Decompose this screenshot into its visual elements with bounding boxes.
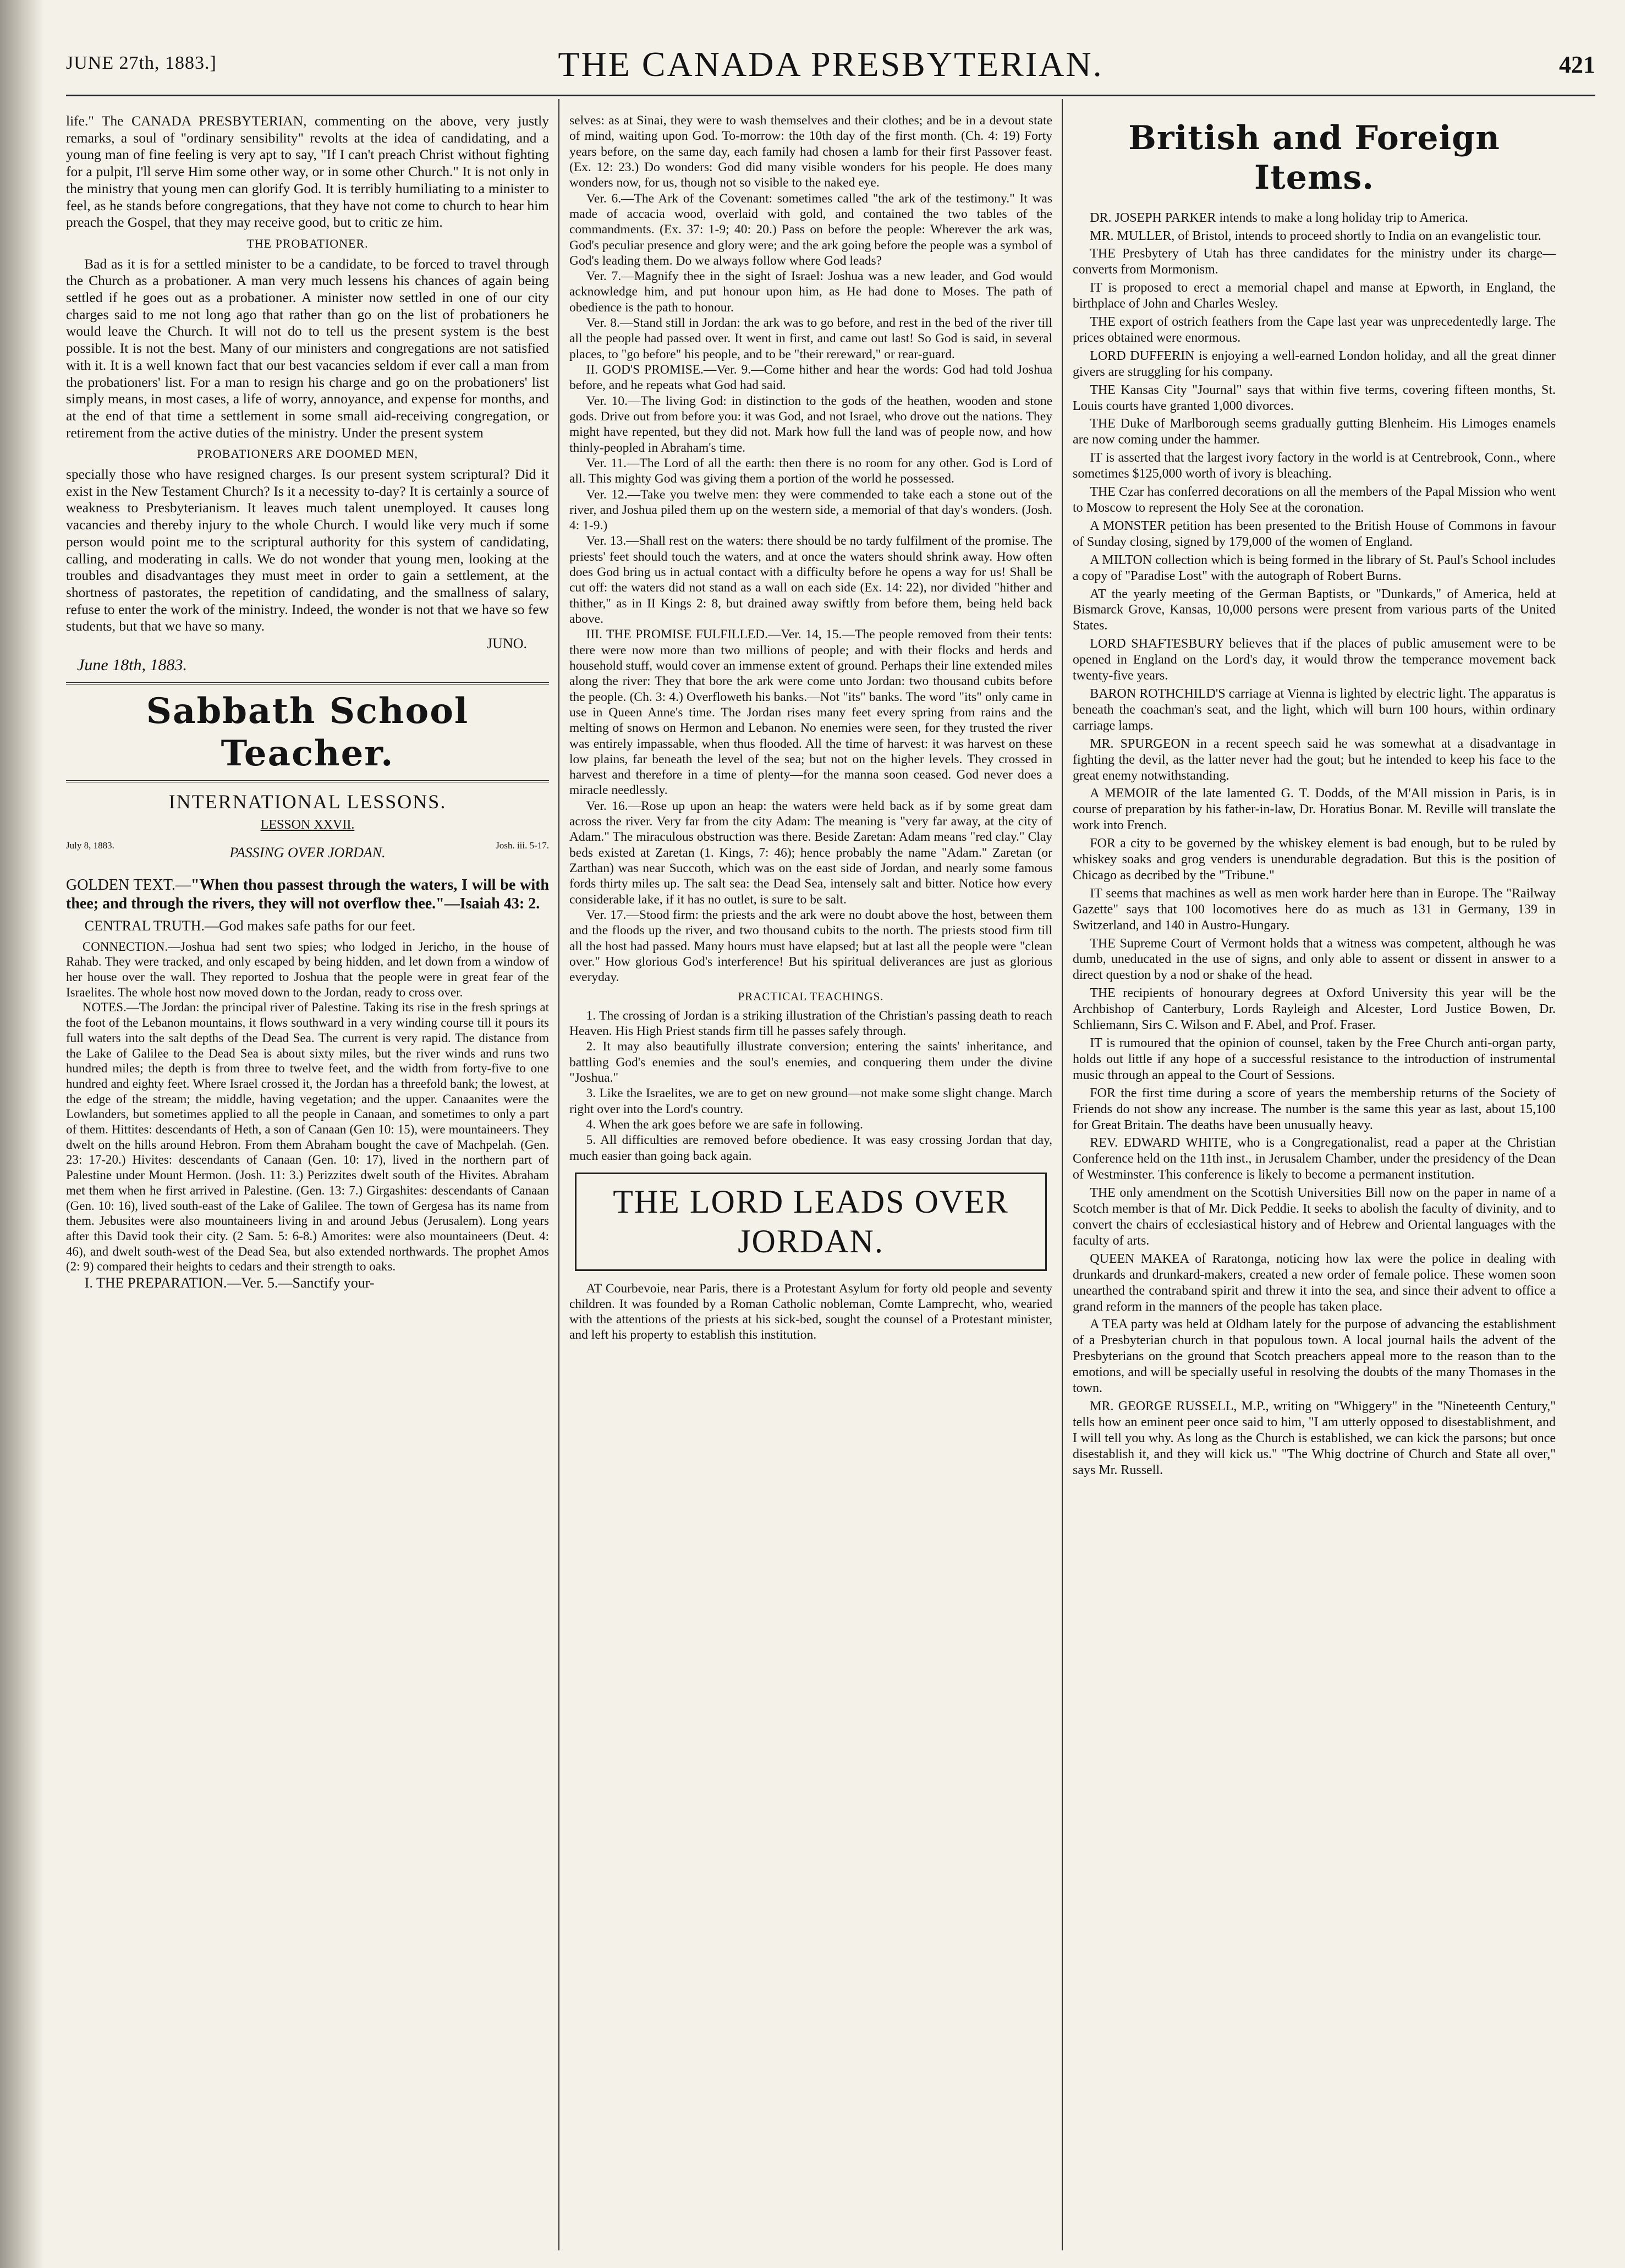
article-paragraph: AT Courbevoie, near Paris, there is a Protestant Asylum for forty old people and seventy children. It was founded by a Roman Catholic nobleman, Comte Lamprecht, who, wearied with the attentions of the priests at his sick-bed, sought the counsel of a Protestant minister, and left his property to establish this institution.: [569, 1281, 1052, 1343]
news-item: AT the yearly meeting of the German Baptists, or "Dunkards," of America, held at Bismarck Grove, Kansas, 10,000 persons were present from various parts of the United States.: [1073, 587, 1556, 633]
teaching-item: 2. It may also beautifully illustrate conversion; entering the saints' inheritance, and battling God's enemies and the soul's enemies, and conquering them under the divine "Joshua.": [569, 1039, 1052, 1086]
practical-heading: PRACTICAL TEACHINGS.: [738, 989, 884, 1003]
lesson-paragraph: Ver. 11.—The Lord of all the earth: then there is no room for any other. God is Lord of all. This mighty God was giving them a portion of the world he possessed.: [569, 456, 1052, 486]
news-item: THE Czar has conferred decorations on all the members of the Papal Mission who went to Moscow to represent the Holy See at the coronation.: [1073, 485, 1556, 515]
central-body: God makes safe paths for our feet.: [218, 918, 416, 934]
connection-paragraph: CONNECTION.—Joshua had sent two spies; who lodged in Jericho, in the house of Rahab. They were tracked, and only escaped by being hidden, and let down from a window of her house over the wall. They reported to Joshua that the people were in great fear of the Israelites. The whole host now moved down to the Jordan, ready to cross over.: [66, 939, 549, 999]
lesson-reference: Josh. iii. 5-17.: [496, 840, 549, 851]
page-header: [66, 33, 1595, 94]
column-2: [569, 113, 1052, 2242]
lesson-date: July 8, 1883.: [66, 840, 114, 851]
notes-paragraph: NOTES.—The Jordan: the principal river of Palestine. Taking its rise in the fresh springs at the foot of the Lebanon mountains, it flows southward in a very winding course till it pours its full waters into the salt depths of the Dead Sea. The current is very rapid. The distance from the Lake of Galilee to the Dead Sea is about sixty miles, but the river winds and runs two hundred miles; the depth is from three to twelve feet, and the width from forty-five to one hundred and eighty feet. Where Israel crossed it, the Jordan has a threefold bank; the lowest, at the edge of the stream; the middle, having vegetation; and the upper. Canaanites were the Lowlanders, but sometimes applied to all the people in Canaan, and sometimes to only a part of them. Hittites: descendants of Heth, a son of Canaan (Gen 10: 15), were mountaineers. They dwelt on the hills around Hebron. From them Abraham bought the cave of Machpelah. (Gen. 23: 17-20.) Hivites: descendants of Canaan (Gen. 10: 17), lived in the northern part of Palestine under Mount Hermon. (Josh. 11: 3.) Perizzites dwelt south of the Hivites. Abraham met them when he first arrived in Palestine. (Gen. 13: 7.) Girgashites: descendants of Canaan (Gen. 10: 16), lived south-east of the Lake of Galilee. The town of Gergesa has its name from them. Jebusites were also mountaineers living in and around Jebus (Jerusalem). Long years after this David took their city. (2 Sam. 5: 6-8.) Amorites: were also mountaineers (Deut. 4: 46), and dwelt south-west of the Dead Sea, but also extended northwards. The prophet Amos (2: 9) compared their heights to cedars and their strength to oaks.: [66, 1000, 549, 1274]
lessons-title: INTERNATIONAL LESSONS.: [168, 790, 447, 813]
news-item: THE Kansas City "Journal" says that within five terms, covering fifteen months, St. Louis courts have granted 1,000 divorces.: [1073, 382, 1556, 413]
news-item: THE only amendment on the Scottish Universities Bill now on the paper in name of a Scotch member is that of Mr. Dick Peddie. It seeks to abolish the faculty of divinity, and to convert the chairs of ecclesiastical history and of Hebrew and Oriental languages with the faculty of arts.: [1073, 1186, 1556, 1248]
news-item: THE Presbytery of Utah has three candidates for the ministry under its charge—converts from Mormonism.: [1073, 246, 1556, 277]
news-item: A MILTON collection which is being formed in the library of St. Paul's School includes a copy of "Paradise Lost" with the autograph of Robert Burns.: [1073, 552, 1556, 583]
lesson-paragraph: III. THE PROMISE FULFILLED.—Ver. 14, 15.—The people removed from their tents: there were now more than two millions of people; and with their flocks and herds and household stuff, would cover an immense extent of ground. Perhaps their line extended miles along the river: They that bore the ark were come unto Jordan: two thousand cubits before the people. (Ch. 3: 4.) Overfloweth his banks.—Not "its" banks. The word "its" only came in use in Queen Anne's time. The Jordan rises many feet every spring from rains and the melting of snows on Hermon and Lebanon. No enemies were seen, for they trusted the river was entirely impassable, when thus flooded. All the time of harvest: it was harvest on these low plains, far beneath the level of the sea; but not on the higher levels. They crossed in harvest and therefore in a time of plenty—for the manna soon ceased. God never does a miracle needlessly.: [569, 627, 1052, 798]
subheading-doomed: PROBATIONERS ARE DOOMED MEN,: [196, 447, 419, 461]
news-item: REV. EDWARD WHITE, who is a Congregationalist, read a paper at the Christian Conference held on the 11th inst., in Jerusalem Chamber, under the presidency of the Dean of Westminster. This conference is likely to become a permanent institution.: [1073, 1136, 1556, 1182]
dateline: June 18th, 1883.: [77, 656, 187, 675]
header-rule: [66, 95, 1595, 96]
boxed-title: THE LORD LEADS OVER JORDAN.: [575, 1173, 1047, 1271]
column-rule-2: [1062, 99, 1063, 2250]
news-item: DR. JOSEPH PARKER intends to make a long holiday trip to America.: [1090, 210, 1468, 225]
news-item: IT is rumoured that the opinion of counsel, taken by the Free Church anti-organ party, holds out little if any hope of a successful resistance to the introduction of instrumental music through an appeal to the Court of Sessions.: [1073, 1036, 1556, 1082]
news-item: THE Duke of Marlborough seems gradually gutting Blenheim. His Limoges enamels are now coming under the hammer.: [1073, 417, 1556, 447]
lesson-paragraph: Ver. 12.—Take you twelve men: they were commended to take each a stone out of the river, and Joshua piled them up on the western side, a memorial of that day's wonders. (Josh. 4: 1-9.): [569, 487, 1052, 533]
lesson-paragraph: Ver. 6.—The Ark of the Covenant: sometimes called "the ark of the testimony." It was made of accacia wood, overlaid with gold, and contained the two tables of the commandments. (Ex. 37: 1-9; 40: 20.) Pass on before the people: Wherever the ark was, God's peculiar presence and glory were; and the ark going before the people was a symbol of God's leading them. Do we always follow where God leads?: [569, 191, 1052, 268]
news-item: FOR a city to be governed by the whiskey element is bad enough, but to be ruled by whiskey soaks and grog venders is unendurable degradation. But this is the position of Chicago as decribed by the "Tribune.": [1073, 836, 1556, 883]
column-3: [1073, 113, 1556, 2242]
lesson-paragraph: Ver. 8.—Stand still in Jordan: the ark was to go before, and rest in the bed of the river till all the people had passed over. It went in first, and came out last! So God is said, in several places, to "go before" his people, and to be "their rereward," or rear-guard.: [569, 316, 1052, 361]
central-label: CENTRAL TRUTH.—: [84, 918, 219, 934]
column-rule-1: [558, 99, 559, 2250]
news-item: MR. MULLER, of Bristol, intends to proceed shortly to India on an evangelistic tour.: [1090, 228, 1541, 243]
teaching-item: 3. Like the Israelites, we are to get on new ground—not make some slight change. March right over into the Lord's country.: [569, 1086, 1052, 1116]
golden-label: GOLDEN TEXT.—: [66, 876, 191, 894]
article-paragraph: Bad as it is for a settled minister to be a candidate, to be forced to travel through the Church as a probationer. A man very much lessens his chances of again being settled if he goes out as a probationer. A minister now settled in one of our city charges said to me not long ago that rather than go on the list of probationers he would leave the Church. It will not do to tell us the present system is the best possible. It is not the best. Many of our ministers and congregations are not satisfied with it. It is a well known fact that our best vacancies seldom if ever call a man from the probationers' list. For a man to resign his charge and go on the probationers' list simply means, in most cases, a life of worry, annoyance, and expense for months, and at the end of that time a settlement in some small aid-receiving congregation, or retirement from the active duties of the ministry. Under the present system: [66, 255, 549, 441]
news-item: THE recipients of honourary degrees at Oxford University this year will be the Archbishop of Canterbury, Lords Rayleigh and Alcester, Lord Justice Bowen, Dr. Schliemann, Sirs C. Wilson and F. Abel, and Prof. Fraser.: [1073, 986, 1556, 1033]
news-item: IT is asserted that the largest ivory factory in the world is at Centrebrook, Conn., where sometimes $125,000 worth of ivory is bleaching.: [1073, 451, 1556, 481]
lesson-number: LESSON XXVII.: [260, 818, 355, 832]
news-item: QUEEN MAKEA of Raratonga, noticing how lax were the police in dealing with drunkards and drunkard-makers, created a new order of female police. These women soon unearthed the contraband spirit and threw it into the sea, and since their advent to office a grand reform in the manners of the people has taken place.: [1073, 1251, 1556, 1314]
preparation-line: I. THE PREPARATION.—Ver. 5.—Sanctify your-: [84, 1275, 375, 1291]
subheading-probationer: THE PROBATIONER.: [246, 237, 369, 251]
news-item: LORD DUFFERIN is enjoying a well-earned London holiday, and all the great dinner givers are struggling for his company.: [1073, 348, 1556, 379]
teaching-item: 5. All difficulties are removed before obedience. It was easy crossing Jordan that day, much easier than going back again.: [569, 1133, 1052, 1163]
news-item: FOR the first time during a score of years the membership returns of the Society of Friends do not show any increase. The number is the same this year as last, about 15,100 for Great Britain. The deaths have been unusually heavy.: [1073, 1086, 1556, 1132]
news-item: A TEA party was held at Oldham lately for the purpose of advancing the establishment of a Presbyterian church in that populous town. A local journal hails the advent of the Presbyterians on the ground that Scotch preachers appeal more to the reason than to the emotions, and will be specially useful in resolving the doubts of the many Thomases in the town.: [1073, 1317, 1556, 1396]
lesson-paragraph: Ver. 7.—Magnify thee in the sight of Israel: Joshua was a new leader, and God would acknowledge him, and put honour upon him, as He had done to Moses. The path of obedience is the path to honour.: [569, 269, 1052, 315]
news-item: MR. GEORGE RUSSELL, M.P., writing on "Whiggery" in the "Nineteenth Century," tells how an eminent peer once said to him, "I am utterly opposed to disestablishment, and I will tell you why. As long as the Church is established, we can kick the parsons; but once disestablish it, and they will kick us." "The Whig doctrine of Church and State all over," says Mr. Russell.: [1073, 1399, 1556, 1477]
masthead-title: THE CANADA PRESBYTERIAN.: [558, 45, 1104, 84]
lesson-name: PASSING OVER JORDAN.: [229, 845, 386, 861]
article-paragraph: specially those who have resigned charges. Is our present system scriptural? Did it exist in the New Testament Church? Is it a necessity to-day? It is certainly a source of weakness to Presbyterianism. It leaves much talent unemployed. It causes long vacancies and thereby injury to the whole Church. I would like very much if some person would point me to the scriptural authority for this system of candidating, calling, and moderating in calls. We do not wonder that young men, looking at the troubles and disadvantages they must meet in order to gain a settlement, at the shortness of pastorates, the repetition of candidating, and the smallness of salary, refuse to enter the work of the ministry. Indeed, the wonder is not that we have so few students, but that we have so many.: [66, 465, 549, 634]
news-item: MR. SPURGEON in a recent speech said he was somewhat at a disadvantage in fighting the devil, as the latter never had the gout; but he intended to keep his face to the great enemy notwithstanding.: [1073, 736, 1556, 783]
lesson-paragraph: Ver. 17.—Stood firm: the priests and the ark were no doubt above the host, between them and the floods up the river, and two thousand cubits to the north. The priests stood firm till all the host had passed. Many hours must have elapsed; but at last all the people were "clean over." How glorious God's interference! But his spiritual deliverances are just as glorious everyday.: [569, 907, 1052, 985]
teaching-item: 1. The crossing of Jordan is a striking illustration of the Christian's passing death to reach Heaven. His High Priest stands firm till he passes safely through.: [569, 1008, 1052, 1039]
column-1: [66, 113, 549, 2242]
signature: JUNO.: [487, 636, 527, 652]
lesson-paragraph: selves: as at Sinai, they were to wash themselves and their clothes; and be in a devout state of mind, waiting upon God. To-morrow: the 10th day of the first month. (Ch. 4: 19) Forty years before, on the same day, each family had chosen a lamb for their first Passover feast. (Ex. 12: 23.) Do wonders: God did many visible wonders for his people. He does many wonders now, for us, though not so visible to the naked eye.: [569, 113, 1052, 190]
golden-body: "When thou passest through the waters, I will be with thee; and through the rivers, they will not overflow thee."—Isaiah 43: 2.: [66, 876, 549, 912]
lesson-paragraph: II. GOD'S PROMISE.—Ver. 9.—Come hither and hear the words: God had told Joshua before, and he repeats what God had said.: [569, 363, 1052, 393]
golden-text: [66, 876, 549, 913]
news-item: A MONSTER petition has been presented to the British House of Commons in favour of Sunday closing, signed by 179,000 of the women of England.: [1073, 518, 1556, 549]
news-item: THE export of ostrich feathers from the Cape last year was unprecedentedly large. The prices obtained were enormous.: [1073, 315, 1556, 345]
news-item: LORD SHAFTESBURY believes that if the places of public amusement were to be opened in England on the Lord's day, it would throw the temperance movement back twenty-five years.: [1073, 637, 1556, 683]
lesson-paragraph: Ver. 10.—The living God: in distinction to the gods of the heathen, wooden and stone gods. Drive out from before you: it was God, and not Israel, who drove out the nations. They might have repented, but they did not. Mark how full the land was of people now, and how thinly-peopled in Abraham's time.: [569, 393, 1052, 455]
lesson-line: [66, 839, 549, 870]
article-paragraph: life." The CANADA PRESBYTERIAN, commenting on the above, very justly remarks, a soul of "ordinary sensibility" revolts at the idea of candidating, and a young man of fine feeling is very apt to say, "If I can't preach Christ without fighting for a pulpit, I'll serve Him some other way, or in some other Church." It is not only in the ministry that young men can glorify God. It is terribly humiliating to a minister to feel, as he stands before congregations, that they have not come to church to hear him preach the Gospel, that they may receive good, but to critic ze him.: [66, 113, 549, 231]
lesson-paragraph: Ver. 13.—Shall rest on the waters: there should be no tardy fulfilment of the promise. The priests' feet should touch the waters, and at once the waters should shrink away. How often does God bring us in actual contact with a difficulty before he opens a way for us! Shall be cut off: the waters did not stand as a wall on each side (Ex. 14: 22), nor divided "hither and thither," as in II Kings 2: 8, but drained away swiftly from before them, being held back above.: [569, 534, 1052, 626]
page-number: 421: [1559, 51, 1595, 78]
news-item: A MEMOIR of the late lamented G. T. Dodds, of the M'All mission in Paris, is in course of preparation by his father-in-law, Dr. Horatius Bonar. M. Reville will translate the work into French.: [1073, 786, 1556, 833]
section-banner-sabbath: Sabbath School Teacher.: [66, 682, 549, 782]
central-truth: [66, 917, 549, 934]
lesson-paragraph: Ver. 16.—Rose up upon an heap: the waters were held back as if by some great dam across the river. Very far from the city Adam: The meaning is "very far away, at the city of Adam." The miraculous obstruction was there. Beside Zaretan: Adam means "red clay." Clay beds existed at Zaretan (1. Kings, 7: 46); hence probably the name "Adam." Zaretan (or Zarthan) was near Succoth, which was on the east side of Jordan, and nearly some famous fords thirty miles up. The salt sea: the Dead Sea, intensely salt and bitter. Notice how every considerable lake, if it has no outlet, is sure to be salt.: [569, 798, 1052, 907]
news-item: IT seems that machines as well as men work harder here than in Europe. The "Railway Gazette" says that 100 locomotives here do as much as 131 in Germany, 139 in Switzerland, and 140 in Austro-Hungary.: [1073, 886, 1556, 933]
news-item: IT is proposed to erect a memorial chapel and manse at Epworth, in England, the birthplace of John and Charles Wesley.: [1073, 281, 1556, 311]
teaching-item: 4. When the ark goes before we are safe in following.: [586, 1117, 863, 1132]
news-item: THE Supreme Court of Vermont holds that a witness was competent, although he was dumb, uneducated in the use of signs, and only able to assent or dissent in answer to a direct question by a nod or shake of the head.: [1073, 936, 1556, 983]
news-item: BARON ROTHCHILD'S carriage at Vienna is lighted by electric light. The apparatus is beneath the coachman's seat, and the light, which will burn 100 hours, within ordinary carriage lamps.: [1073, 686, 1556, 733]
issue-date: JUNE 27th, 1883.]: [66, 53, 217, 73]
section-banner-british-foreign: British and Foreign Items.: [1128, 119, 1500, 198]
binding-shadow: [0, 0, 44, 2268]
